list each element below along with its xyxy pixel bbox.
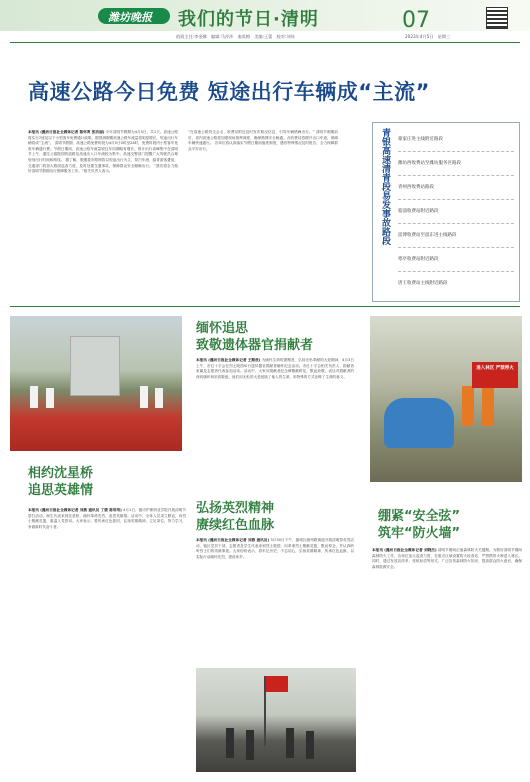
editors-line: 值班主任:李金娜 编辑:马莎莎 秦爱梅 美编:王蕾 校对:刘伟 bbox=[176, 34, 295, 39]
list-item: 临淄收费站附近路段 bbox=[398, 200, 514, 224]
list-item: 唐王收费站主线附近路段 bbox=[398, 281, 448, 286]
mid-story-title: 弘扬英烈精神 赓续红色血脉 bbox=[196, 501, 275, 533]
lead-byline: 本报讯 (潍坊日报社全媒体记者 陈怀爽 张洁丽) bbox=[28, 130, 105, 134]
flag-photo bbox=[196, 668, 356, 772]
left-story-text: 4月1日，潍坊护理职业学院开展清明节祭扫活动，师生代表来到沈星桥，缅怀革命先烈，追思英雄情。活动中，全体人员肃立默哀，向烈士敬献花篮，重温入党誓词。大家表示，要传承红色基因，弘扬英雄精神，立足岗位，努力学习，争做新时代奋斗者。 bbox=[28, 508, 186, 529]
right-story-byline: 本报讯 (潍坊日报社全媒体记者 刘晓杰) bbox=[372, 548, 437, 552]
list-item: 潍坊西收费站至潍坊服务区路段 bbox=[398, 152, 514, 176]
center-story-text: 为缅怀生命的馈赠者，弘扬无私奉献的大爱精神，4月3日上午，市红十字会在烈士陵园举行遗体器官捐献者缅怀纪念活动。市红十字会相关负责人、捐献者家属及志愿者代表参加活动。活动中，大家向捐献者纪念碑敬献鲜花，默哀致敬，表达对捐献者的深切缅怀和崇高敬意。他们用无私的大爱延续了他人的生命，用特殊的方式诠释了生命的意义。 bbox=[196, 358, 354, 379]
mid-story-text: 3月30日下午，潍城区潍州路街道开展清明祭英烈活动，辖区党员干部、志愿者及学生代表来到烈士陵园，向革命烈士敬献花篮，默哀悼念，并认真聆听烈士们的英雄事迹。大家纷纷表示，将牢记历史，不忘初心，弘扬英雄精神，传承红色血脉，以实际行动缅怀先烈、建设家乡。 bbox=[196, 538, 354, 559]
masthead-rule bbox=[10, 42, 520, 43]
sidebar-title: 青银高速清青段易发事故路段 bbox=[380, 128, 390, 245]
mid-story-body bbox=[196, 538, 354, 662]
right-story-body bbox=[372, 548, 522, 770]
section-divider bbox=[10, 306, 520, 307]
right-story-text: 清明节期间正值森林防火关键期。为做好清明节期间森林防火工作，各单位加大巡查力度，在重点区域设置防火检查站，严禁携带火种进入林区。同时，通过发放宣传单、张贴标语等形式，广泛宣传森林防火知识，提高群众防火意识，确保森林资源安全。 bbox=[372, 548, 522, 569]
page-theme-title: 我们的节日·清明 bbox=[178, 9, 319, 30]
right-story-title: 绷紧“安全弦” 筑牢“防火墙” bbox=[378, 509, 461, 541]
photo-banner: 进入林区 严禁带火 bbox=[476, 366, 514, 371]
ceremony-photo bbox=[10, 316, 182, 451]
page-number: 07 bbox=[402, 8, 430, 33]
list-item: 寒亭收费站附近路段 bbox=[398, 248, 514, 272]
lead-story-col1 bbox=[28, 130, 178, 298]
left-story-byline: 本报讯 (潍坊日报社全媒体记者 刘燕 通讯员 丁媛 陈培培) bbox=[28, 508, 122, 512]
qr-code bbox=[486, 7, 508, 29]
fire-prevention-photo bbox=[370, 316, 522, 482]
col2-p3: 各单位将认真落实节假日期间值班制度，遇有特殊情况及时报告，全力保障群众平安出行。 bbox=[188, 141, 338, 151]
lead-p3: 据了解，假期我市路网将以短途出行为主，祭扫车流、踏青游客叠加，交通部门将加大路面巡查力度，及时处置交通事故，保障群众安全顺畅出行。 bbox=[28, 157, 178, 168]
col2-p1: “在高速公路的交会点、收费站附近及时发布路况信息，引导车辆错峰出行。” bbox=[188, 130, 315, 134]
list-item: 淄博收费站至淄东进主线路段 bbox=[398, 224, 514, 248]
list-item: 蒙家庄进主线附近路段 bbox=[398, 128, 514, 152]
left-story-body bbox=[28, 508, 186, 770]
headline: 高速公路今日免费 短途出行车辆成“主流” bbox=[28, 80, 430, 104]
logo-text: 潍坊晚报 bbox=[108, 11, 152, 24]
mid-story-byline: 本报讯 (潍坊日报社全媒体记者 刘燕 通讯员) bbox=[196, 538, 270, 542]
center-story-byline: 本报讯 (潍坊日报社全媒体记者 王路放) bbox=[196, 358, 261, 362]
col2-p2: 清明节假期前后，省内高速公路将加强现场指挥调度，确保路网安全畅通。各收费站将增开出口车道，保障车辆快速通行。 bbox=[188, 130, 338, 146]
sidebar-list bbox=[398, 128, 514, 296]
lead-story-col2 bbox=[188, 130, 338, 298]
center-story-title: 缅怀追思 致敬遗体器官捐献者 bbox=[196, 321, 314, 353]
list-item: 青州西收费站路段 bbox=[398, 176, 514, 200]
lead-p4: “我们将全力做好清明节假期出行保障服务工作。”相关负责人表示。 bbox=[28, 163, 178, 174]
date-line: 2023年4月5日 星期三 bbox=[405, 34, 451, 39]
left-story-title: 相约沈星桥 追思英雄情 bbox=[28, 466, 94, 498]
center-story-body bbox=[196, 358, 354, 490]
lead-p2: 清明节假期，高速公路免费时段为4月5日0时至24时，免费时段内小型客车免收车辆通行费。节假日期间，高速公路车流量较往年同期略有增长。预计出行高峰集中在清明节上午，通往公墓陵园的道路及高速出入口车流较为集中。高速交警部门提醒广大驾驶员合理规划出行时间和路线。 bbox=[28, 141, 178, 162]
lead-p1: 今年清明节假期为4月5日，共1天。高速公路将实行7座及以下小型客车免费通行政策。据预测假期高速公路车流量将明显增长，短途出行车辆将成“主流”。 bbox=[28, 130, 178, 146]
